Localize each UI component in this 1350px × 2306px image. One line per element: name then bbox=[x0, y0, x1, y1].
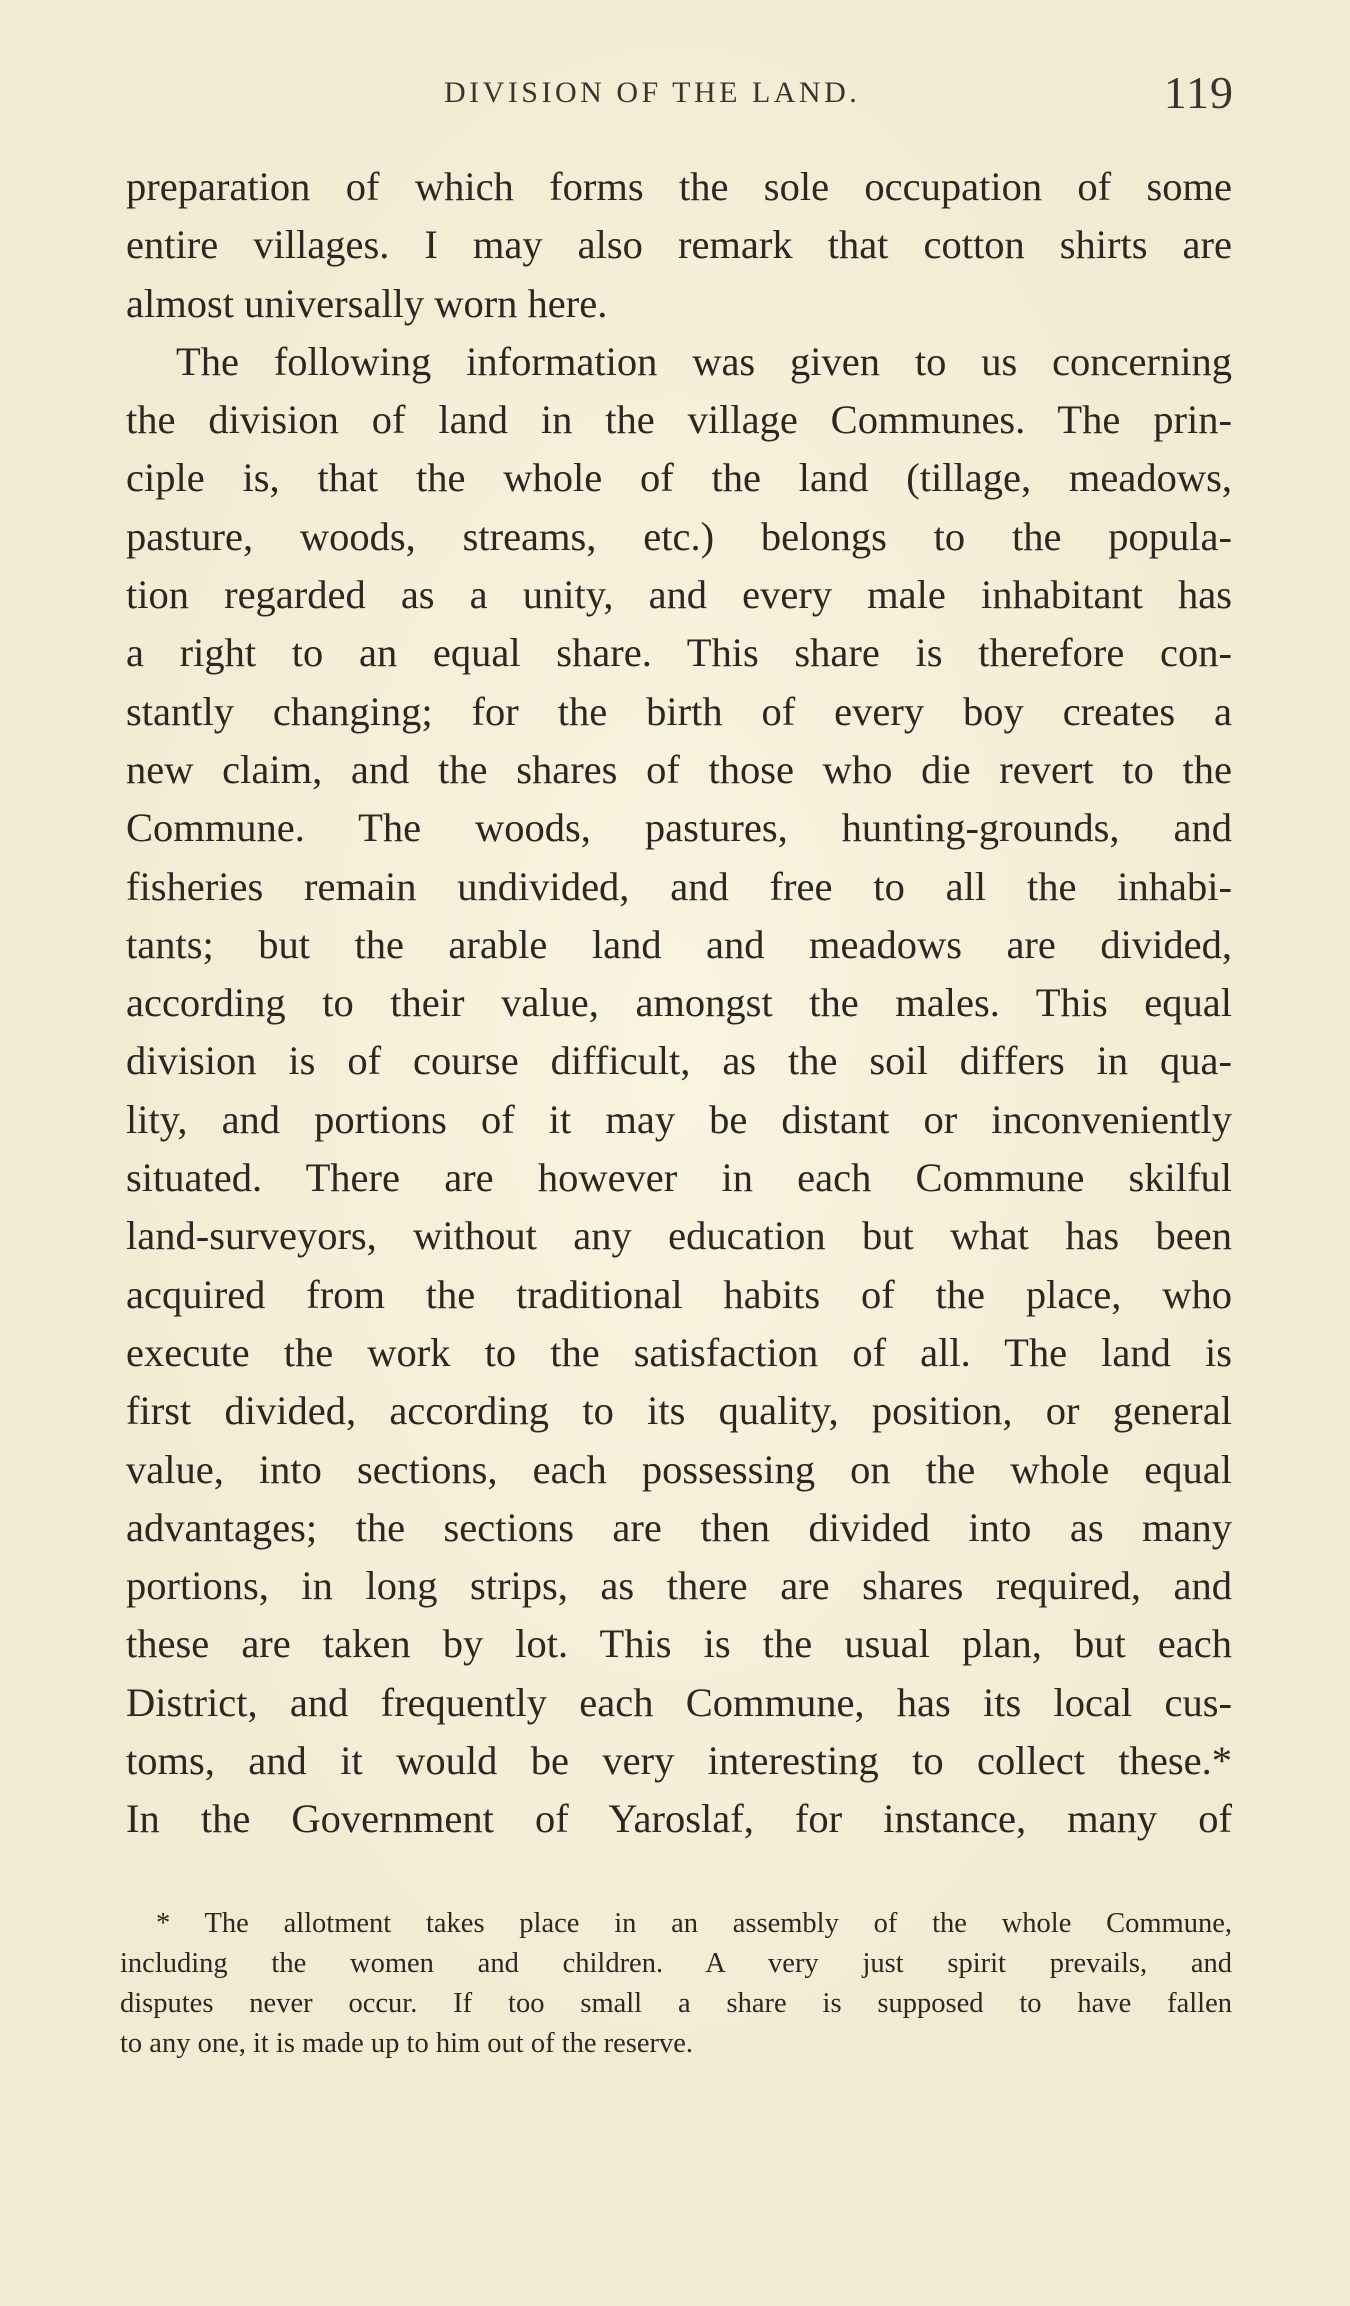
body-line: stantly changing; for the birth of every boy creates a bbox=[126, 688, 1232, 734]
body-line-footnote-ref: toms, and it would be very interesting to collect these.* bbox=[126, 1738, 1232, 1784]
body-line: Commune. The woods, pastures, hunting-grounds, and bbox=[126, 805, 1232, 851]
body-line: land-surveyors, without any education but what has been bbox=[126, 1213, 1232, 1259]
running-head: DIVISION OF THE LAND. bbox=[444, 76, 861, 109]
body-line: division is of course difficult, as the soil differs in qua- bbox=[126, 1038, 1232, 1084]
body-line: preparation of which forms the sole occupation of some bbox=[126, 164, 1232, 209]
paragraph-start-line: The following information was given to us concerning bbox=[176, 338, 1232, 384]
body-line: tants; but the arable land and meadows are divided, bbox=[126, 921, 1232, 967]
footnote-line: to any one, it is made up to him out of the reserve. bbox=[120, 2028, 694, 2059]
body-line: new claim, and the shares of those who die revert to the bbox=[126, 746, 1232, 792]
footnote bbox=[120, 1904, 1232, 2064]
body-line: tion regarded as a unity, and every male inhabitant has bbox=[126, 572, 1232, 618]
body-line: the division of land in the village Communes. The prin- bbox=[126, 397, 1232, 443]
body-line: according to their value, amongst the males. This equal bbox=[126, 980, 1232, 1026]
body-line: execute the work to the satisfaction of all. The land is bbox=[126, 1329, 1232, 1375]
body-line: ciple is, that the whole of the land (tillage, meadows, bbox=[126, 455, 1232, 501]
body-line: situated. There are however in each Commune skilful bbox=[126, 1155, 1232, 1201]
body-line: acquired from the traditional habits of the place, who bbox=[126, 1271, 1232, 1317]
body-line: advantages; the sections are then divided into as many bbox=[126, 1504, 1232, 1550]
body-line: lity, and portions of it may be distant or inconveniently bbox=[126, 1096, 1232, 1142]
body-line: these are taken by lot. This is the usual plan, but each bbox=[126, 1621, 1232, 1667]
body-line: pasture, woods, streams, etc.) belongs to the popula- bbox=[126, 513, 1232, 559]
body-line: portions, in long strips, as there are shares required, and bbox=[126, 1563, 1232, 1609]
body-text bbox=[126, 158, 1232, 1849]
body-line: first divided, according to its quality, position, or general bbox=[126, 1388, 1232, 1434]
footnote-line: including the women and children. A very just spirit prevails, and bbox=[120, 1948, 1232, 1979]
body-line: a right to an equal share. This share is therefore con- bbox=[126, 630, 1232, 676]
body-line: fisheries remain undivided, and free to all the inhabi- bbox=[126, 863, 1232, 909]
footnote-line: * The allotment takes place in an assembly of the whole Commune, bbox=[156, 1908, 1232, 1939]
body-line: almost universally worn here. bbox=[126, 280, 608, 326]
page-header bbox=[124, 66, 1234, 116]
page-number: 119 bbox=[1163, 67, 1234, 118]
body-line: value, into sections, each possessing on the whole equal bbox=[126, 1446, 1232, 1492]
footnote-line: disputes never occur. If too small a share is supposed to have fallen bbox=[120, 1988, 1232, 2019]
body-line: entire villages. I may also remark that cotton shirts are bbox=[126, 222, 1232, 268]
body-line: In the Government of Yaroslaf, for instance, many of bbox=[126, 1796, 1232, 1842]
body-line: District, and frequently each Commune, has its local cus- bbox=[126, 1679, 1232, 1725]
